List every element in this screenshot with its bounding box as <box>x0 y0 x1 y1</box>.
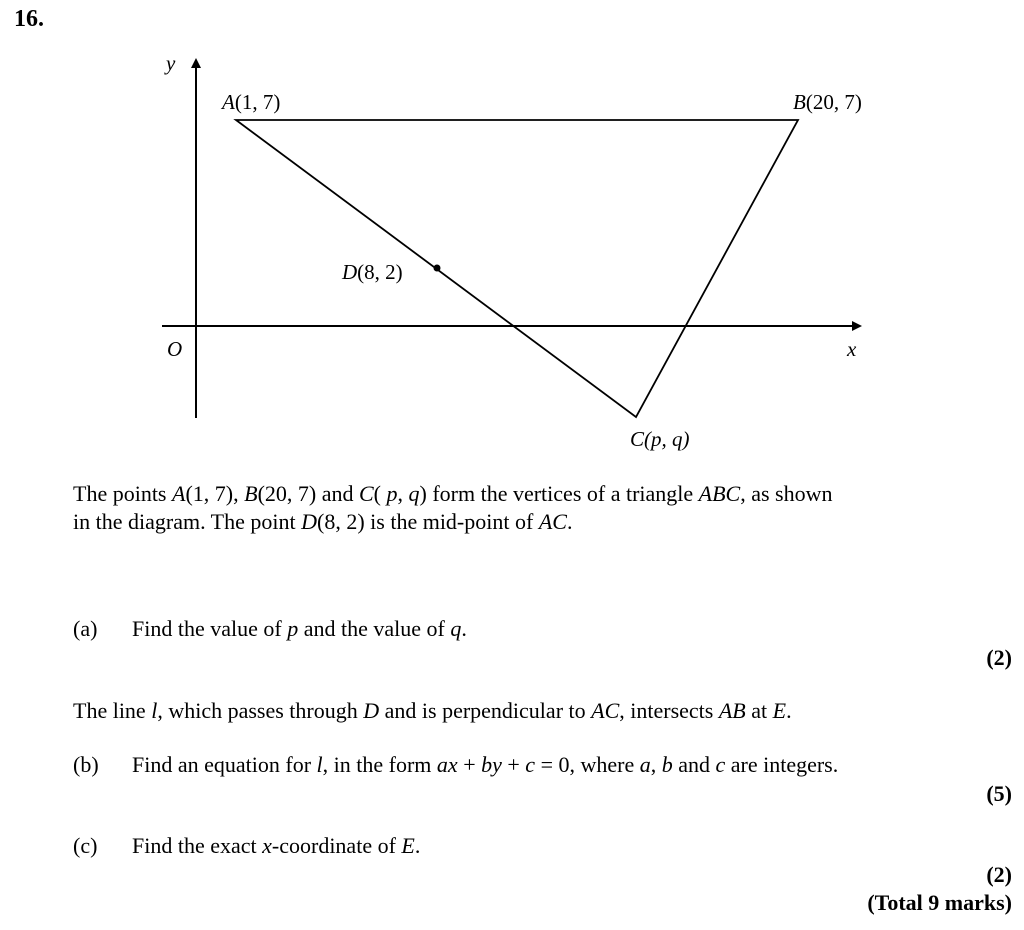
y-axis-label: y <box>166 51 176 75</box>
question-number: 16. <box>14 6 44 32</box>
part-b-marks: (5) <box>986 781 1012 806</box>
label-point-d: D(8, 2) <box>342 260 403 284</box>
point-d-dot <box>434 265 441 272</box>
label-point-c: C(p, q) <box>630 427 690 451</box>
total-marks: (Total 9 marks) <box>867 890 1012 915</box>
line-l-statement: The line l, which passes through D and is perpendicular to AC, intersects AB at E. <box>73 698 792 723</box>
part-c-marks: (2) <box>986 862 1012 887</box>
triangle-abc <box>236 120 798 417</box>
part-a-marks: (2) <box>986 645 1012 670</box>
part-c-label: (c) <box>73 833 98 858</box>
part-b-label: (b) <box>73 752 99 777</box>
part-a-text: Find the value of p and the value of q. <box>132 616 467 641</box>
part-c-text: Find the exact x-coordinate of E. <box>132 833 421 858</box>
part-a-label: (a) <box>73 616 98 641</box>
label-point-a: A(1, 7) <box>222 90 281 114</box>
intro-line-1: The points A(1, 7), B(20, 7) and C( p, q) form the vertices of a triangle ABC, as shown <box>73 481 833 506</box>
part-b-text: Find an equation for l, in the form ax + by + c = 0, where a, b and c are integers. <box>132 752 839 777</box>
intro-line-2: in the diagram. The point D(8, 2) is the mid-point of AC. <box>73 509 573 534</box>
origin-label: O <box>167 337 183 361</box>
x-axis-label: x <box>847 337 857 361</box>
label-point-b: B(20, 7) <box>793 90 862 114</box>
